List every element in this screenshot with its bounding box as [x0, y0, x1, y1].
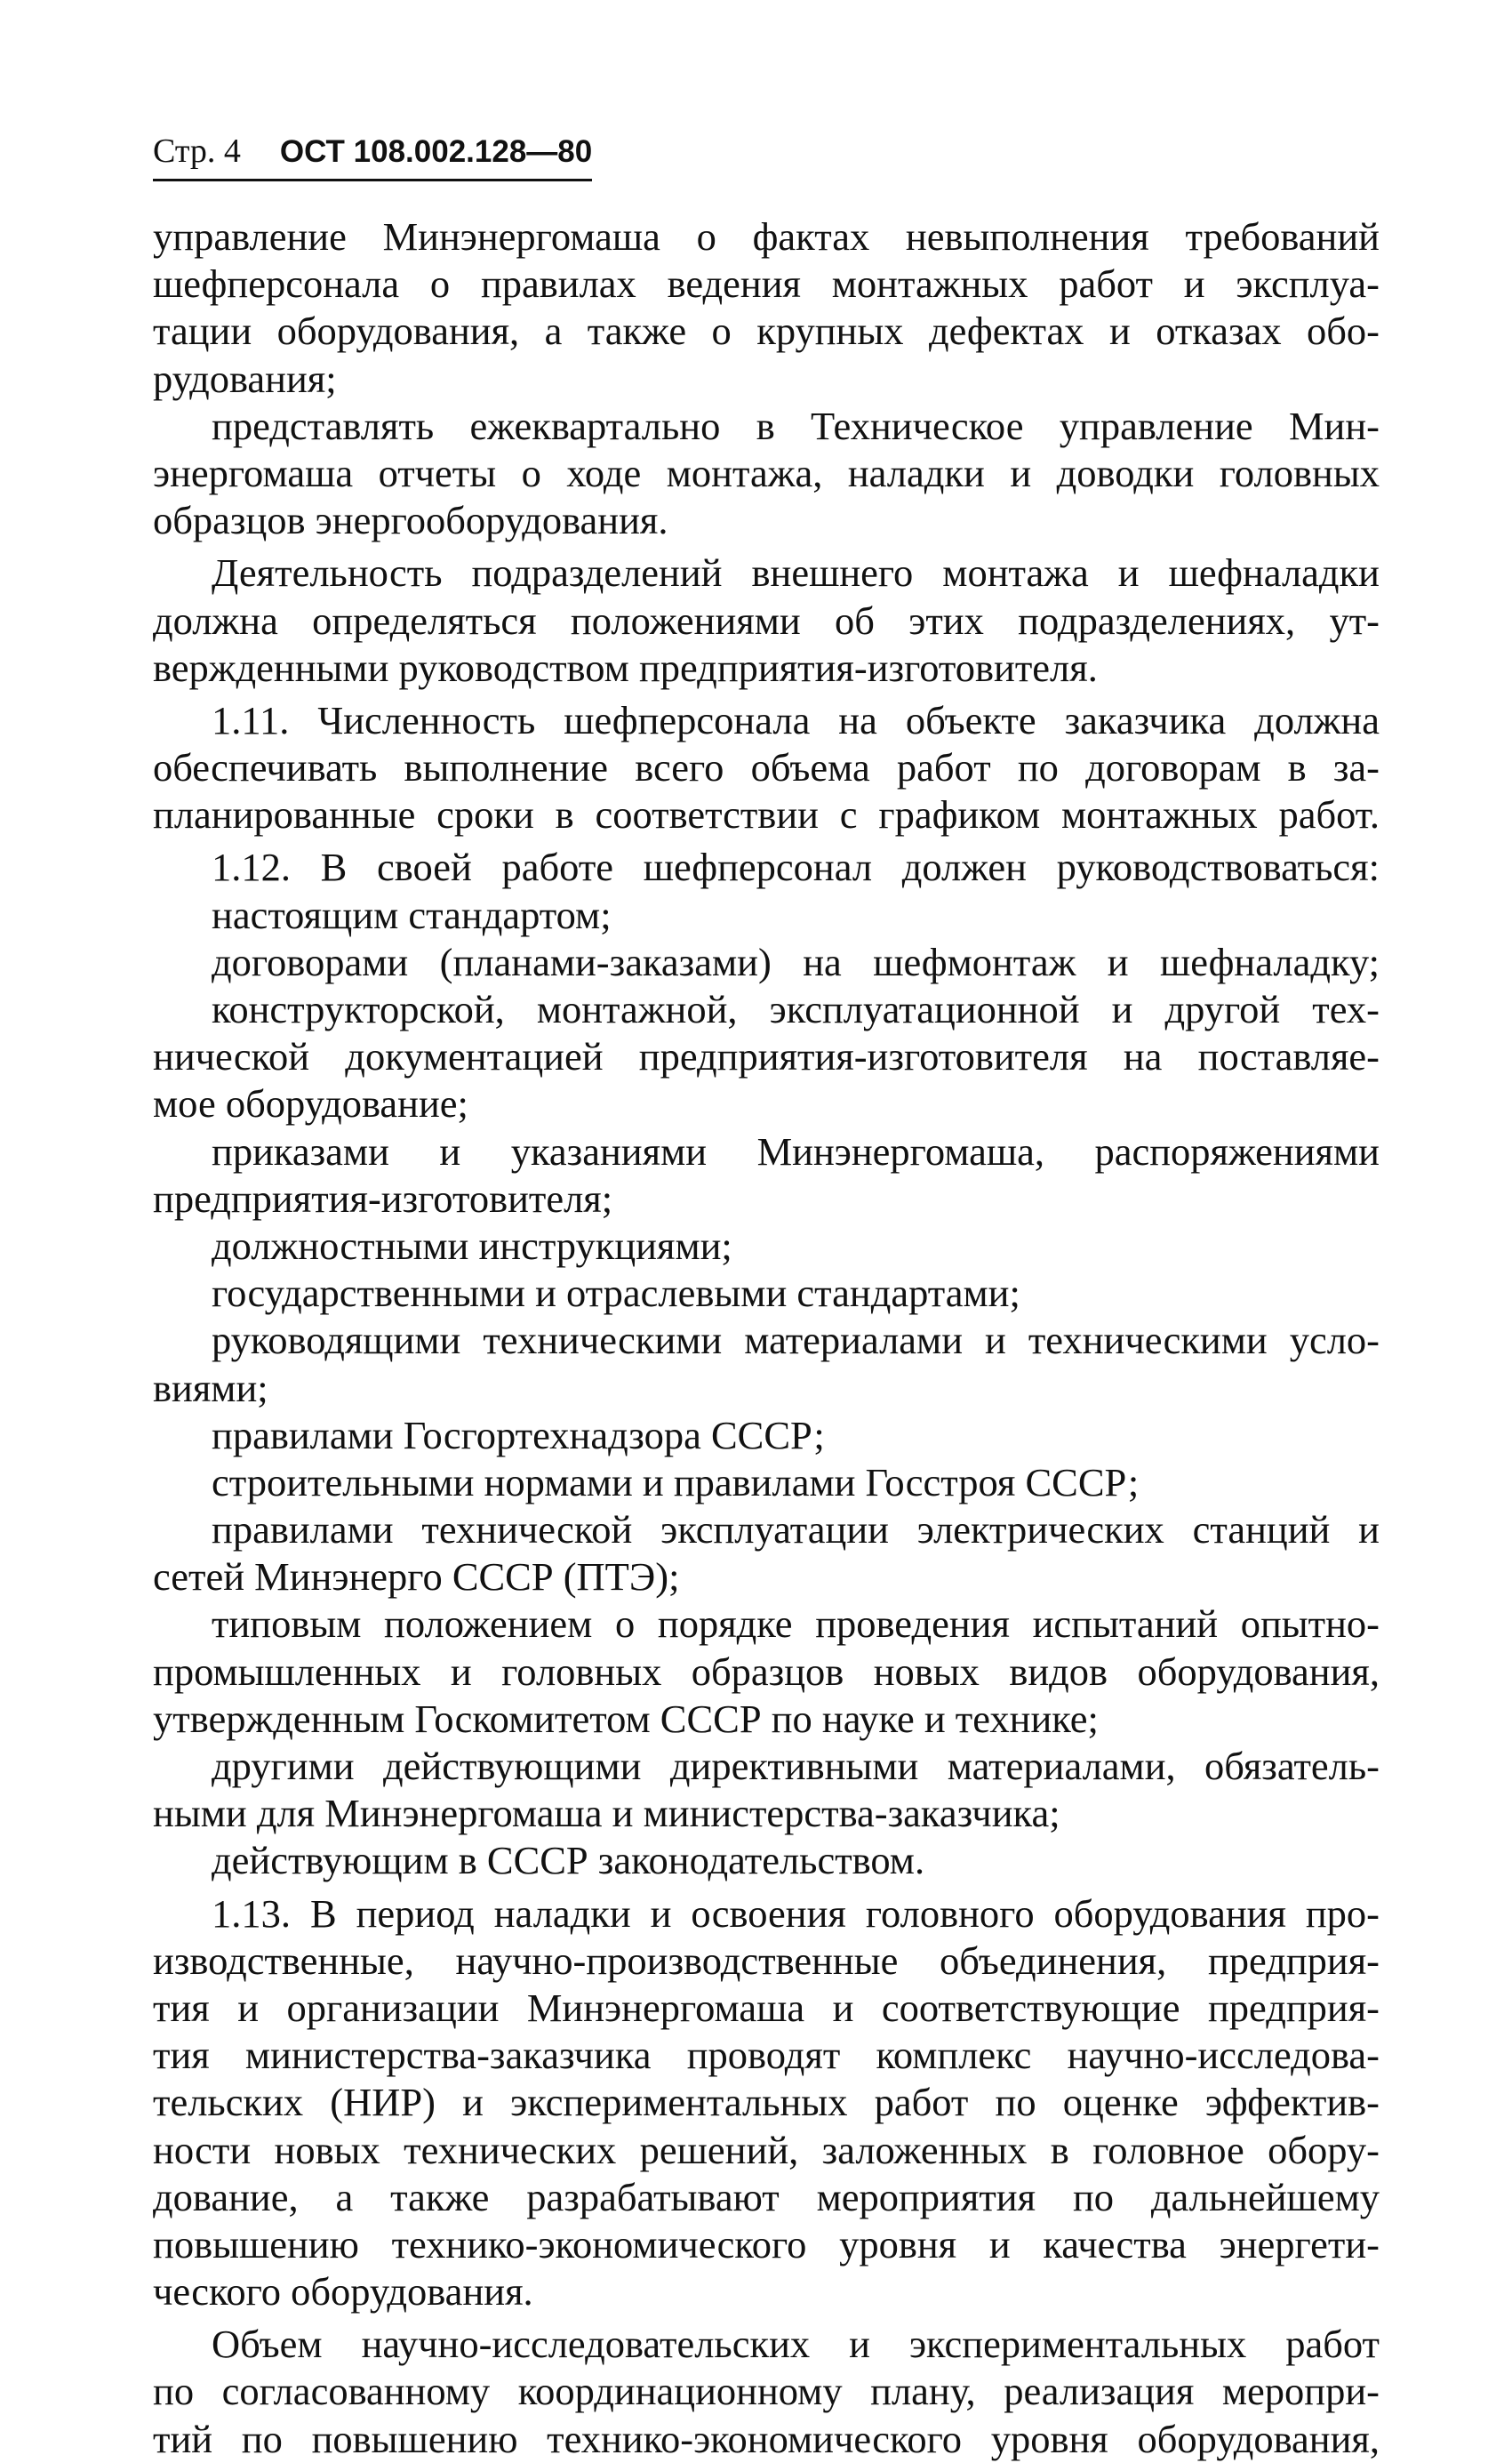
- text-line: утвержденным Госкомитетом СССР по науке и технике;: [153, 1696, 1099, 1741]
- page-header: [153, 132, 592, 181]
- text-line: по согласованному координационному плану, реализация меропри-: [153, 2369, 1380, 2414]
- text-line: обеспечивать выполнение всего объема работ по договорам в за-: [153, 745, 1380, 790]
- page-number: Стр. 4: [153, 132, 241, 170]
- text-line: предприятия-изготовителя;: [153, 1175, 613, 1221]
- text-line: другими действующими директивными материалами, обязатель-: [212, 1744, 1380, 1788]
- text-line: сетей Минэнерго СССР (ПТЭ);: [153, 1554, 680, 1600]
- text-line: строительными нормами и правилами Госстроя СССР;: [212, 1459, 1140, 1504]
- text-line: управление Минэнергомаша о фактах невыполнения требований: [153, 214, 1380, 259]
- text-line: ности новых технических решений, заложенных в головное обору-: [153, 2127, 1380, 2172]
- text-line: тий по повышению технико-экономического уровня оборудования,: [153, 2416, 1380, 2461]
- text-line: должностными инструкциями;: [212, 1223, 732, 1268]
- text-line: дование, а также разрабатывают мероприятия по дальнейшему: [153, 2174, 1380, 2219]
- text-line: действующим в СССР законодательством.: [212, 1838, 925, 1883]
- text-line: конструкторской, монтажной, эксплуатационной и другой тех-: [212, 987, 1380, 1031]
- text-line: 1.13. В период наладки и освоения головного оборудования про-: [212, 1890, 1380, 1936]
- text-line: государственными и отраслевыми стандартами;: [212, 1271, 1020, 1316]
- text-line: приказами и указаниями Минэнергомаша, распоряжениями: [212, 1128, 1380, 1174]
- text-line: Деятельность подразделений внешнего монтажа и шефналадки: [212, 550, 1380, 596]
- text-line: 1.11. Численность шефперсонала на объекте заказчика должна: [212, 697, 1380, 742]
- text-line: Объем научно-исследовательских и экспериментальных работ: [212, 2322, 1380, 2367]
- body-text: [153, 213, 1380, 2463]
- text-line: тия и организации Минэнергомаша и соответствующие предприя-: [153, 1985, 1380, 2030]
- text-line: должна определяться положениями об этих подразделениях, ут-: [153, 598, 1380, 643]
- text-line: договорами (планами-заказами) на шефмонтаж и шефналадку;: [212, 939, 1380, 984]
- text-line: мое оборудование;: [153, 1081, 468, 1127]
- text-line: шефперсонала о правилах ведения монтажных работ и эксплуа-: [153, 261, 1380, 307]
- text-line: тации оборудования, а также о крупных дефектах и отказах обо-: [153, 309, 1380, 354]
- text-line: вержденными руководством предприятия-изготовителя.: [153, 645, 1098, 690]
- text-line: нической документацией предприятия-изготовителя на поставляе-: [153, 1034, 1380, 1079]
- text-line: изводственные, научно-производственные объединения, предприя-: [153, 1938, 1380, 1983]
- text-line: рудования;: [153, 356, 337, 401]
- text-line: типовым положением о порядке проведения испытаний опытно-: [212, 1601, 1380, 1647]
- text-line: ными для Минэнергомаша и министерства-заказчика;: [153, 1791, 1060, 1836]
- text-line: ческого оборудования.: [153, 2269, 533, 2315]
- text-line: 1.12. В своей работе шефперсонал должен руководствоваться:: [212, 845, 1380, 890]
- text-line: планированные сроки в соответствии с графиком монтажных работ.: [153, 792, 1380, 838]
- text-line: повышению технико-экономического уровня и качества энергети-: [153, 2221, 1380, 2266]
- text-line: настоящим стандартом;: [212, 892, 612, 937]
- text-line: энергомаша отчеты о ходе монтажа, наладки и доводки головных: [153, 450, 1380, 495]
- document-code: ОСТ 108.002.128—80: [279, 134, 593, 169]
- text-line: правилами технической эксплуатации электрических станций и: [212, 1507, 1380, 1552]
- text-line: представлять ежеквартально в Техническое управление Мин-: [212, 403, 1380, 448]
- text-line: правилами Госгортехнадзора СССР;: [212, 1412, 825, 1457]
- text-line: виями;: [153, 1365, 268, 1410]
- text-line: руководящими техническими материалами и техническими усло-: [212, 1318, 1380, 1363]
- text-line: промышленных и головных образцов новых видов оборудования,: [153, 1649, 1380, 1694]
- text-line: тия министерства-заказчика проводят комплекс научно-исследова-: [153, 2033, 1380, 2078]
- text-line: тельских (НИР) и экспериментальных работ по оценке эффектив-: [153, 2080, 1380, 2125]
- text-line: образцов энергооборудования.: [153, 498, 668, 543]
